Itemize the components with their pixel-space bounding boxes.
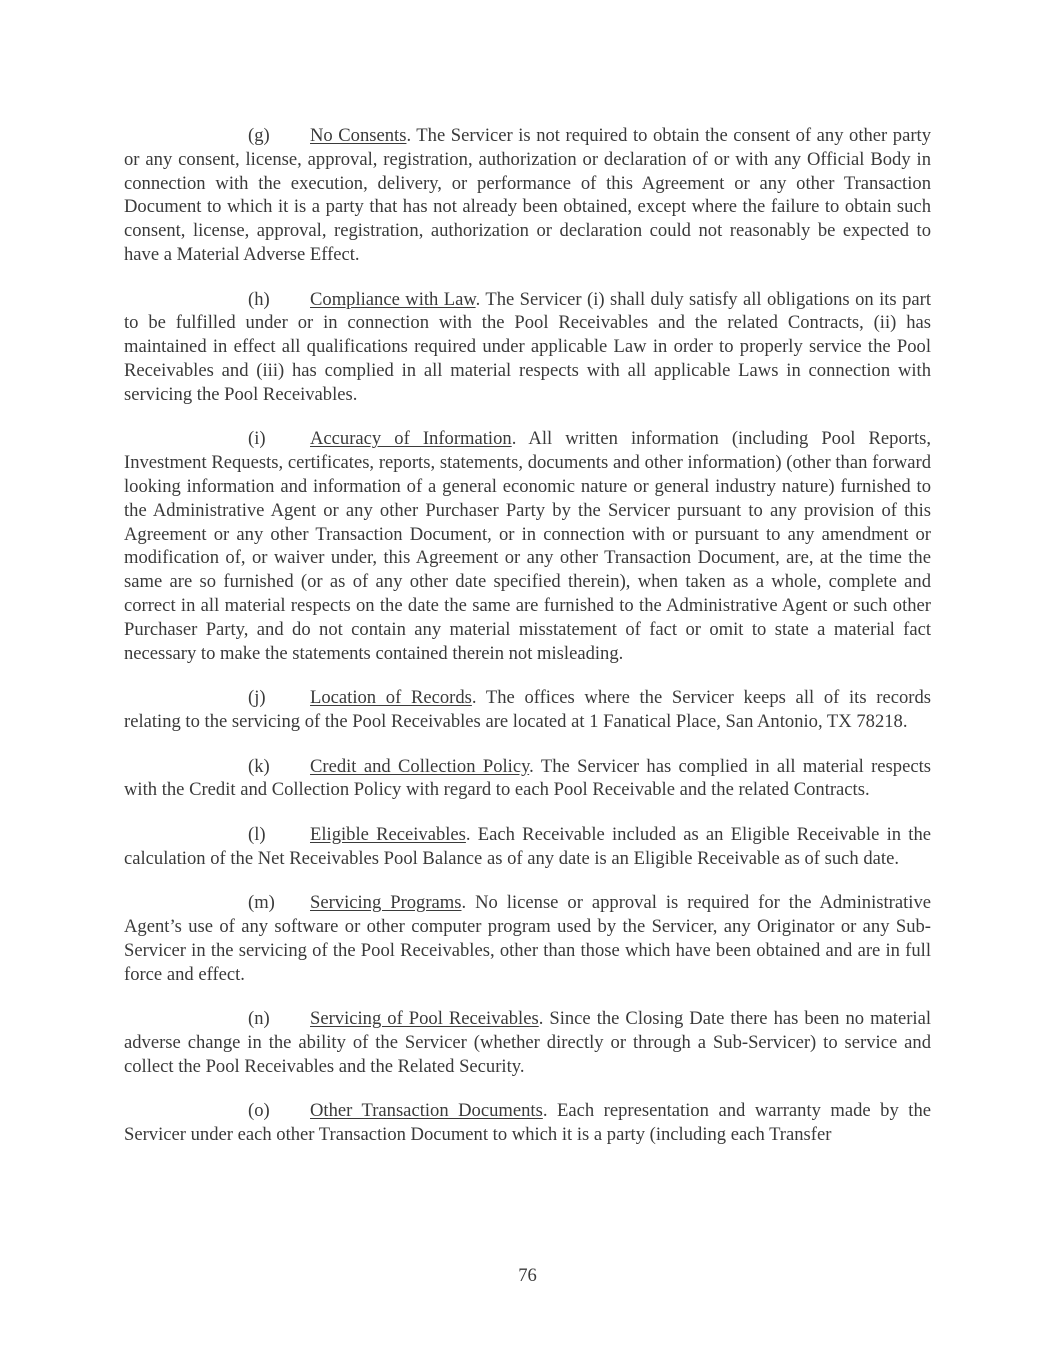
clause-text: . No license or approval is required for the Administrative Agent’s use of any software or other computer program used by the Servicer, any Originator or any Sub-Servicer in the servicing of the Pool Receivables, other than those which have been obtained and are in full force and effect. <box>124 892 931 985</box>
clause-heading: Credit and Collection Policy <box>310 755 530 777</box>
clause-label: (k) <box>248 755 270 777</box>
clause-label: (j) <box>248 687 266 709</box>
page-number: 76 <box>518 1265 537 1286</box>
clause-text: . Each Receivable included as an Eligible Receivable in the calculation of the Net Receivables Pool Balance as of any date is an Eligible Receivable as of such date. <box>124 823 931 869</box>
clause-text: . The Servicer has complied in all material respects with the Credit and Collection Policy with regard to each Pool Receivable and the related Contracts. <box>124 755 931 801</box>
paragraph-o <box>124 1099 931 1147</box>
paragraph-l <box>124 823 931 871</box>
clause-text: . The Servicer (i) shall duly satisfy all obligations on its part to be fulfilled under or in connection with the Pool Receivables and the related Contracts, (ii) has maintained in effect all qualifications required under applicable Law in order to properly service the Pool Receivables and (iii) has complied in all material respects with all applicable Laws in connection with servicing the Pool Receivables. <box>124 288 932 405</box>
clause-label: (n) <box>248 1008 270 1030</box>
clause-text: . Since the Closing Date there has been no material adverse change in the ability of the Servicer (whether directly or through a Sub-Servicer) to service and collect the Pool Receivables and the Related Security. <box>124 1008 931 1077</box>
clause-label: (o) <box>248 1100 270 1122</box>
clause-label: (g) <box>248 125 270 146</box>
paragraph-k <box>124 755 931 803</box>
clause-label: (m) <box>248 892 275 914</box>
clause-text: . The offices where the Servicer keeps all of its records relating to the servicing of the Pool Receivables are located at 1 Fanatical Place, San Antonio, TX 78218. <box>124 687 931 732</box>
document-body <box>124 124 931 1147</box>
clause-label: (i) <box>248 428 266 450</box>
paragraph-g <box>124 124 931 267</box>
paragraph-j <box>124 686 931 734</box>
clause-heading: Location of Records <box>310 687 472 709</box>
clause-heading: Other Transaction Documents <box>310 1100 543 1122</box>
paragraph-i <box>124 427 931 665</box>
clause-heading: Eligible Receivables <box>310 823 466 845</box>
clause-text: . The Servicer is not required to obtain the consent of any other party or any consent, license, approval, registration, authorization or declaration of or with any Official Body in connection with the execution, delivery, or performance of this Agreement or any other Transaction Document to which it is a party that has not already been obtained, except where the failure to obtain such consent, license, approval, registration, authorization or declaration could not reasonably be expected to have a Material Adverse Effect. <box>124 125 931 265</box>
clause-heading: Compliance with Law <box>310 288 476 310</box>
clause-text: . Each representation and warranty made by the Servicer under each other Transaction Document to which it is a party (including each Transfer <box>124 1100 931 1146</box>
clause-label: (l) <box>248 823 266 845</box>
clause-heading: Accuracy of Information <box>310 428 512 450</box>
paragraph-n <box>124 1007 931 1078</box>
paragraph-m <box>124 891 931 986</box>
clause-text: . All written information (including Pool Reports, Investment Requests, certificates, reports, statements, documents and other information) (other than forward looking information and information of a general economic nature or general industry nature) furnished to the Administrative Agent or any other Purchaser Party by the Servicer pursuant to any provision of this Agreement or any other Transaction Document, or in connection with or pursuant to any amendment or modification of, or waiver under, this Agreement or any other Transaction Document, are, at the time the same are so furnished (or as of any other date specified therein), when taken as a whole, complete and correct in all material respects on the date the same are furnished to the Administrative Agent or such other Purchaser Party, and do not contain any material misstatement of fact or omit to state a material fact necessary to make the statements contained therein not misleading. <box>124 428 931 664</box>
clause-heading: Servicing of Pool Receivables <box>310 1008 539 1030</box>
clause-heading: Servicing Programs <box>310 892 462 914</box>
clause-label: (h) <box>248 288 270 310</box>
paragraph-h <box>124 288 931 407</box>
clause-heading: No Consents <box>310 125 407 146</box>
